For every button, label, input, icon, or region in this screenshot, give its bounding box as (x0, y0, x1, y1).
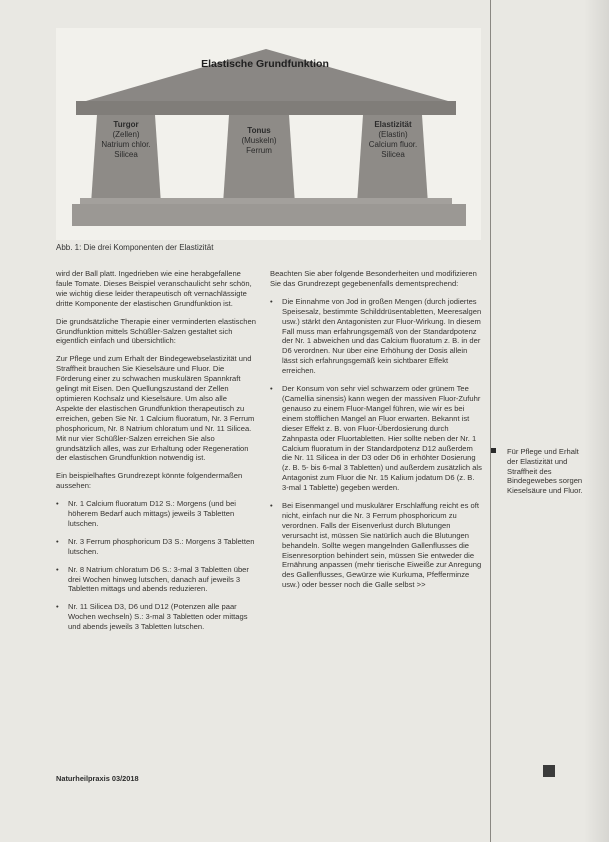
right-column (270, 269, 482, 598)
bullet-icon: • (56, 564, 59, 574)
list-item-text: Der Konsum von sehr viel schwarzem oder grünem Tee (Camellia sinensis) kann wegen der massiven Fluor-Zufuhr genauso zu einem Fluor-Mangel führen, wie wir es bei einem stofflichen Mangel an Fluor erwarten. Bekannt ist dieser Effekt z. B. von Fluor-Überdosierung durch Zahnpasta oder Fluortabletten. Hier sollte neben der Nr. 1 Calcium fluoratum in der Standardpotenz D12 außerdem die Nr. 11 Silicea in der D3 oder D6 in erhöhter Dosierung (z. B. 5- bis 6-mal 3 Tabletten) und außerdem zusätzlich als Antagonist zum Fluor die Nr. 15 Kalium jodatum D6 (z. B. 3-mal 1 Tablette) gegeben werden. (282, 384, 482, 493)
list-item (56, 602, 256, 632)
paragraph: Die grundsätzliche Therapie einer verminderten elastischen Grundfunktion mittels Schüßler-Salzen gestaltet sich eigentlich einfach und übersichtlich: (56, 316, 256, 346)
recipe-list (56, 499, 256, 632)
figure-caption: Abb. 1: Die drei Komponenten der Elastizität (56, 243, 214, 252)
sidebar-note: Für Pflege und Erhalt der Elastizität und Straffheit des Bindegewebes sorgen Kieselsäure und Fluor. (507, 447, 583, 496)
architrave (76, 101, 456, 115)
pillar-line: Silicea (114, 150, 138, 159)
pillar-line: (Zellen) (112, 130, 140, 139)
paragraph: wird der Ball platt. Ingedrieben wie eine herabgefallene faule Tomate. Dieses Beispiel veranschaulicht sehr schön, wie wichtig diese leider therapeutisch oft vernachlässigte dritte Komponente der elastischen Grundfunktion ist. (56, 269, 252, 308)
bullet-icon: • (270, 384, 273, 394)
journal-footer: Naturheilpraxis 03/2018 (56, 774, 139, 783)
roof (86, 49, 448, 101)
pillar-line: (Elastin) (378, 130, 408, 139)
sidebar-divider (490, 0, 491, 842)
pillar-label-right (351, 120, 435, 160)
left-column (56, 269, 256, 640)
pillar-line: (Muskeln) (241, 136, 277, 145)
bullet-icon: • (270, 296, 273, 306)
list-item (270, 297, 482, 376)
pillar-name: Elastizität (374, 120, 412, 129)
list-item-text: Nr. 11 Silicea D3, D6 und D12 (Potenzen alle paar Wochen wechseln) S.: 3-mal 3 Tabletten oder mittags und abends jeweils 3 Tabletten lutschen. (68, 602, 248, 632)
base (72, 204, 466, 226)
list-item-text: Nr. 8 Natrium chloratum D6 S.: 3-mal 3 Tabletten über drei Wochen hinweg lutschen, danach auf jeweils 3 Tabletten mittags und abends reduzieren. (68, 564, 249, 594)
bullet-icon: • (56, 499, 59, 509)
list-item (56, 499, 256, 529)
page-edge-shadow (584, 0, 609, 842)
pillar-line: Calcium fluor. (368, 140, 418, 149)
list-item-text: Bei Eisenmangel und muskulärer Erschlaffung reicht es oft nicht, einfach nur die Nr. 3 Ferrum phosphoricum zu verordnen. Falls der Eisenverlust durch Blutungen verursacht ist, müssen Sie natürlich auch die Blutungen behandeln. Sollte wegen mangelnden Gallenflusses die Eisenresorption behindert sein, müssen Sie entweder die Ernährung anpassen (mehr tierische Eiweiße zur Anregung des Gallenflusses, Gewürze wie Kurkuma, Pfefferminze usw.) oder besser noch die Galle selbst >> (282, 501, 482, 590)
pillar-line: Natrium chlor. (101, 140, 151, 149)
notes-list (270, 297, 482, 590)
paragraph: Beachten Sie aber folgende Besonderheiten und modifizieren Sie das Grundrezept gegebenenfalls dementsprechend: (270, 269, 477, 288)
figure-title: Elastische Grundfunktion (201, 58, 329, 70)
pillar-label-left (84, 120, 168, 160)
pillar-line: Ferrum (246, 146, 272, 155)
sidebar-marker-icon (491, 448, 496, 453)
bullet-icon: • (270, 501, 273, 511)
list-item-text: Die Einnahme von Jod in großen Mengen (durch jodiertes Speisesalz, bestimmte Schilddrüsentabletten, Meeresalgen usw.) stärkt den Antagonisten zur Fluor-Wirkung. In diesem Fall muss man erfahrungsgemäß von der Standardpotenz der Nr. 1 abweichen und das Calcium fluoratum z. B. in der D6 verordnen. Nur über eine Erhöhung der Dosis allein lässt sich erfahrungsgemäß kein sichtbarer Effekt erreichen. (282, 296, 482, 376)
paragraph: Zur Pflege und zum Erhalt der Bindegewebselastizität und Straffheit brauchen Sie Kieselsäure und Fluor. Die Förderung einer zu schwachen muskulären Spannkraft gelingt mit Eisen. Den Quellungszustand der Zellen optimieren Kochsalz und Kieselsäure. Um also alle Aspekte der elastischen Grundfunktion therapeutisch zu erreichen, geben Sie Nr. 1 Calcium fluoratum, Nr. 3 Ferrum phosphoricum, Nr. 8 Natrium chloratum und Nr. 11 Silicea. Mit nur vier Schüßler-Salzen erreichen Sie also grundsätzlich alles, was zur Erhaltung oder Regeneration der elastischen Grundfunktion notwendig ist. (56, 354, 255, 463)
pillar-name: Turgor (113, 120, 139, 129)
list-item (270, 384, 482, 493)
paragraph: Ein beispielhaftes Grundrezept könnte folgendermaßen aussehen: (56, 471, 243, 491)
list-item (270, 501, 482, 590)
list-item (56, 565, 256, 595)
list-item (56, 537, 256, 557)
pillar-label-center (217, 126, 301, 156)
list-item-text: Nr. 1 Calcium fluoratum D12 S.: Morgens (und bei höherem Bedarf auch mittags) jeweils 3 Tabletten lutschen. (68, 499, 236, 528)
page-number-marker-icon (543, 765, 555, 777)
bullet-icon: • (56, 602, 59, 612)
pillar-line: Silicea (381, 150, 405, 159)
pillar-name: Tonus (247, 126, 271, 135)
list-item-text: Nr. 3 Ferrum phosphoricum D3 S.: Morgens 3 Tabletten lutschen. (68, 536, 255, 556)
bullet-icon: • (56, 536, 59, 546)
